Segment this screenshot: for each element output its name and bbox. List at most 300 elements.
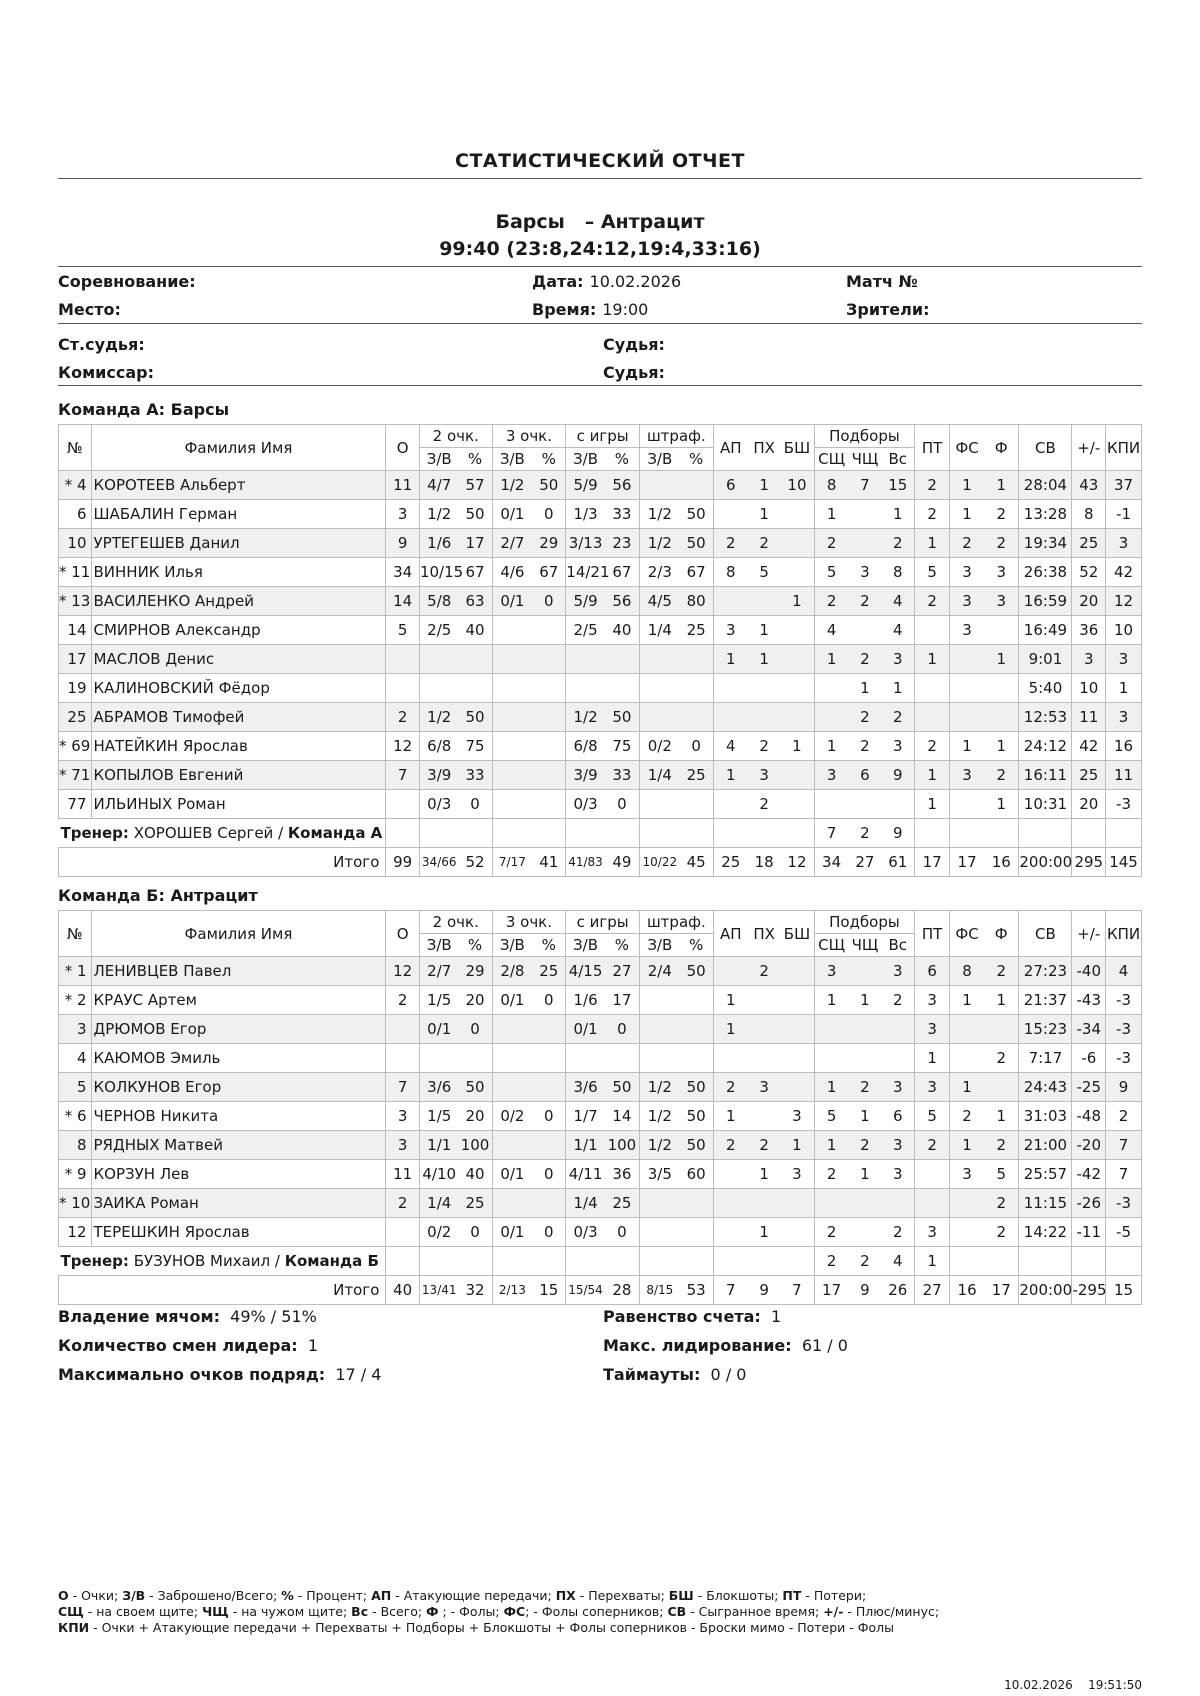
legend-desc: - на чужом щите; [228, 1604, 352, 1619]
cell-three-mv: 0/1 [492, 1160, 532, 1189]
cell-fg-mv: 6/8 [566, 732, 605, 761]
cell-blk [780, 1189, 814, 1218]
cell-pm [1072, 819, 1106, 848]
total-fg-pct: 28 [605, 1276, 640, 1305]
cell-ft-pct: 50 [680, 1102, 714, 1131]
cell-ft-pct: 25 [680, 616, 714, 645]
cell-stl [748, 1189, 781, 1218]
cell-min: 19:34 [1019, 529, 1072, 558]
cell-to: 1 [915, 529, 950, 558]
cell-fd [949, 790, 984, 819]
col-header-points: О [386, 911, 420, 957]
cell-fd: 1 [949, 471, 984, 500]
col-header-three-pt: 3 очк. [492, 911, 566, 934]
col-header-turnovers: ПТ [915, 425, 950, 471]
col-header-percent: % [680, 934, 714, 957]
cell-dreb: 5 [814, 558, 849, 587]
cell-two-pct: 17 [458, 529, 492, 558]
cell-two-pct: 0 [458, 1015, 492, 1044]
cell-no: 77 [59, 790, 92, 819]
col-header-no: № [59, 425, 92, 471]
player-row [59, 558, 1142, 587]
cell-pm [1072, 1247, 1106, 1276]
cell-two-mv: 2/5 [419, 616, 458, 645]
cell-fd: 1 [949, 1131, 984, 1160]
cell-fg-pct: 50 [605, 1073, 640, 1102]
cell-three-mv: 0/1 [492, 986, 532, 1015]
player-row [59, 1102, 1142, 1131]
time-field: Время: 19:00 [532, 300, 649, 319]
cell-pf [984, 1073, 1019, 1102]
total-ft-mv: 10/22 [640, 848, 680, 877]
cell-min: 11:15 [1019, 1189, 1072, 1218]
cell-pm: 42 [1072, 732, 1106, 761]
cell-three-mv: 2/7 [492, 529, 532, 558]
cell-oreb: 2 [849, 645, 882, 674]
player-row [59, 703, 1142, 732]
player-row [59, 1044, 1142, 1073]
cell-blk [780, 761, 814, 790]
cell-blk [780, 790, 814, 819]
total-blk: 7 [780, 1276, 814, 1305]
cell-stl [748, 986, 781, 1015]
coach-team: Команда А [287, 824, 383, 842]
cell-ft-mv: 1/2 [640, 1102, 680, 1131]
cell-oreb: 2 [849, 1247, 882, 1276]
cell-fg-pct: 67 [605, 558, 640, 587]
cell-treb [881, 1015, 915, 1044]
cell-name: ЗАИКА Роман [91, 1189, 386, 1218]
cell-two-pct: 40 [458, 1160, 492, 1189]
cell-fd: 2 [949, 1102, 984, 1131]
cell-to: 1 [915, 790, 950, 819]
col-header-percent: % [605, 448, 640, 471]
cell-two-mv: 3/6 [419, 1073, 458, 1102]
cell-stl [748, 587, 781, 616]
col-header-plus-minus: +/- [1072, 911, 1106, 957]
cell-to [915, 1160, 950, 1189]
cell-ft-mv [640, 790, 680, 819]
cell-oreb [849, 1218, 882, 1247]
cell-no: 4 [59, 1044, 92, 1073]
cell-three-mv [492, 1247, 532, 1276]
cell-name: КОРЗУН Лев [91, 1160, 386, 1189]
cell-stl: 3 [748, 761, 781, 790]
col-header-fouls-drawn: ФС [949, 911, 984, 957]
cell-three-pct [532, 1015, 566, 1044]
total-two-pct: 52 [458, 848, 492, 877]
cell-ft-pct [680, 645, 714, 674]
team-b-stats-table [58, 910, 1142, 1305]
cell-fd: 3 [949, 616, 984, 645]
legend-abbr: БШ [668, 1588, 694, 1603]
cell-ft-mv: 1/2 [640, 500, 680, 529]
max-lead-stat: Макс. лидирование: 61 / 0 [603, 1336, 848, 1355]
col-header-rebounds: Подборы [814, 911, 915, 934]
col-header-percent: % [605, 934, 640, 957]
cell-two-mv: 1/2 [419, 500, 458, 529]
cell-stl: 3 [748, 1073, 781, 1102]
cell-oreb [849, 1189, 882, 1218]
cell-three-mv [492, 1044, 532, 1073]
cell-eff: 10 [1106, 616, 1142, 645]
cell-three-pct [532, 1189, 566, 1218]
cell-two-pct [458, 645, 492, 674]
cell-eff: -1 [1106, 500, 1142, 529]
cell-to: 2 [915, 471, 950, 500]
cell-two-pct: 40 [458, 616, 492, 645]
cell-eff: 3 [1106, 529, 1142, 558]
cell-pm: -25 [1072, 1073, 1106, 1102]
total-dreb: 17 [814, 1276, 849, 1305]
cell-fg-mv [566, 1247, 605, 1276]
cell-eff [1106, 819, 1142, 848]
cell-ft-mv: 3/5 [640, 1160, 680, 1189]
cell-eff: 1 [1106, 674, 1142, 703]
cell-two-pct: 0 [458, 1218, 492, 1247]
cell-fd: 1 [949, 986, 984, 1015]
cell-fg-pct: 100 [605, 1131, 640, 1160]
legend-abbr: СЩ [58, 1604, 84, 1619]
cell-ast [713, 790, 748, 819]
cell-no: * 1 [59, 957, 92, 986]
cell-dreb [814, 1044, 849, 1073]
cell-no: * 9 [59, 1160, 92, 1189]
cell-two-mv [419, 1044, 458, 1073]
cell-fg-mv [566, 819, 605, 848]
cell-pts: 11 [386, 471, 420, 500]
cell-three-pct: 25 [532, 957, 566, 986]
col-header-minutes: СВ [1019, 911, 1072, 957]
cell-pm: -43 [1072, 986, 1106, 1015]
legend-abbr: О [58, 1588, 69, 1603]
cell-two-pct: 57 [458, 471, 492, 500]
cell-oreb: 1 [849, 1102, 882, 1131]
cell-pm: 25 [1072, 529, 1106, 558]
cell-blk [780, 1015, 814, 1044]
cell-no: 17 [59, 645, 92, 674]
cell-name: ТЕРЕШКИН Ярослав [91, 1218, 386, 1247]
legend-desc: - Потери; [801, 1588, 867, 1603]
cell-min: 24:43 [1019, 1073, 1072, 1102]
col-header-made-attempted: З/В [492, 934, 532, 957]
cell-treb: 4 [881, 587, 915, 616]
cell-stl: 1 [748, 1160, 781, 1189]
cell-eff: 3 [1106, 703, 1142, 732]
cell-to: 2 [915, 500, 950, 529]
cell-pm: -40 [1072, 957, 1106, 986]
total-ast: 25 [713, 848, 748, 877]
cell-dreb: 1 [814, 500, 849, 529]
cell-pm: 20 [1072, 587, 1106, 616]
total-ft-pct: 45 [680, 848, 714, 877]
col-header-no: № [59, 911, 92, 957]
legend-desc: - Процент; [293, 1588, 372, 1603]
legend-abbr: Ф [426, 1604, 439, 1619]
cell-no: 5 [59, 1073, 92, 1102]
total-fd: 16 [949, 1276, 984, 1305]
cell-eff: 7 [1106, 1131, 1142, 1160]
cell-three-mv [492, 1015, 532, 1044]
cell-ft-mv: 2/3 [640, 558, 680, 587]
total-pts: 99 [386, 848, 420, 877]
cell-two-pct [458, 674, 492, 703]
cell-three-pct [532, 1247, 566, 1276]
cell-two-pct: 33 [458, 761, 492, 790]
cell-to [915, 819, 950, 848]
cell-eff: -3 [1106, 1189, 1142, 1218]
cell-eff: 4 [1106, 957, 1142, 986]
cell-ft-pct [680, 1015, 714, 1044]
cell-pm: 3 [1072, 645, 1106, 674]
cell-two-pct: 50 [458, 703, 492, 732]
cell-fg-pct: 0 [605, 1015, 640, 1044]
player-row [59, 761, 1142, 790]
cell-no: * 4 [59, 471, 92, 500]
cell-treb [881, 1044, 915, 1073]
cell-treb: 2 [881, 529, 915, 558]
cell-ft-mv: 1/4 [640, 616, 680, 645]
cell-three-mv [492, 1131, 532, 1160]
cell-oreb: 1 [849, 1160, 882, 1189]
player-row [59, 1073, 1142, 1102]
cell-two-pct [458, 819, 492, 848]
legend-desc: - Очки + Атакующие передачи + Перехваты + Подборы + Блокшоты + Фолы соперников - Броски мимо - Потери - Фолы [89, 1620, 895, 1635]
cell-to: 6 [915, 957, 950, 986]
cell-two-mv: 10/15 [419, 558, 458, 587]
total-eff: 15 [1106, 1276, 1142, 1305]
total-fg-mv: 41/83 [566, 848, 605, 877]
ties-stat: Равенство счета: 1 [603, 1307, 782, 1326]
referee-field: Судья: [603, 363, 665, 382]
cell-oreb: 1 [849, 986, 882, 1015]
cell-treb: 3 [881, 1131, 915, 1160]
total-to: 17 [915, 848, 950, 877]
cell-ft-pct: 50 [680, 1073, 714, 1102]
place-field: Место: [58, 300, 121, 319]
cell-oreb: 2 [849, 819, 882, 848]
cell-name: ВАСИЛЕНКО Андрей [91, 587, 386, 616]
cell-stl [748, 1044, 781, 1073]
col-header-blocks: БШ [780, 425, 814, 471]
cell-no: 10 [59, 529, 92, 558]
cell-no: 3 [59, 1015, 92, 1044]
cell-ft-mv: 1/4 [640, 761, 680, 790]
cell-stl: 1 [748, 500, 781, 529]
legend-line [58, 1604, 939, 1620]
cell-blk: 1 [780, 1131, 814, 1160]
cell-blk [780, 558, 814, 587]
cell-fg-mv: 3/6 [566, 1073, 605, 1102]
cell-eff: -3 [1106, 1044, 1142, 1073]
cell-two-mv: 2/7 [419, 957, 458, 986]
cell-pf: 2 [984, 1044, 1019, 1073]
cell-fd: 1 [949, 732, 984, 761]
cell-fd: 3 [949, 1160, 984, 1189]
total-three-mv: 2/13 [492, 1276, 532, 1305]
cell-fd: 8 [949, 957, 984, 986]
match-teams [58, 211, 1142, 233]
cell-oreb: 1 [849, 674, 882, 703]
cell-eff: -5 [1106, 1218, 1142, 1247]
cell-pm: 36 [1072, 616, 1106, 645]
col-header-made-attempted: З/В [492, 448, 532, 471]
team-b-name: Антрацит [600, 211, 705, 233]
cell-ft-pct [680, 819, 714, 848]
cell-blk [780, 703, 814, 732]
col-header-name: Фамилия Имя [91, 911, 386, 957]
cell-pm: 11 [1072, 703, 1106, 732]
cell-min: 15:23 [1019, 1015, 1072, 1044]
cell-dreb [814, 1015, 849, 1044]
cell-name: КОПЫЛОВ Евгений [91, 761, 386, 790]
cell-three-pct [532, 1073, 566, 1102]
cell-pts [386, 1044, 420, 1073]
col-header-steals: ПХ [748, 425, 781, 471]
cell-no: * 69 [59, 732, 92, 761]
cell-ast: 1 [713, 1102, 748, 1131]
cell-two-mv: 4/7 [419, 471, 458, 500]
cell-ast: 1 [713, 645, 748, 674]
cell-stl [748, 819, 781, 848]
cell-ft-pct: 50 [680, 500, 714, 529]
player-row [59, 1160, 1142, 1189]
legend-abbr: +/- [823, 1604, 844, 1619]
cell-min: 21:00 [1019, 1131, 1072, 1160]
cell-ast: 8 [713, 558, 748, 587]
cell-ast: 1 [713, 761, 748, 790]
cell-min: 9:01 [1019, 645, 1072, 674]
legend-desc: - на своем щите; [83, 1604, 203, 1619]
cell-pts: 3 [386, 500, 420, 529]
cell-ft-pct [680, 1218, 714, 1247]
cell-two-pct: 75 [458, 732, 492, 761]
cell-stl: 1 [748, 471, 781, 500]
coach-label: Тренер: [60, 1252, 129, 1270]
cell-two-pct: 0 [458, 790, 492, 819]
cell-no: 12 [59, 1218, 92, 1247]
cell-pts: 7 [386, 1073, 420, 1102]
cell-dreb: 4 [814, 616, 849, 645]
cell-two-mv [419, 645, 458, 674]
cell-min: 16:49 [1019, 616, 1072, 645]
col-header-plus-minus: +/- [1072, 425, 1106, 471]
col-header-total-rebounds: Вс [881, 934, 915, 957]
cell-no: 19 [59, 674, 92, 703]
cell-three-pct [532, 1044, 566, 1073]
cell-three-mv [492, 645, 532, 674]
cell-dreb: 2 [814, 1160, 849, 1189]
cell-fd [949, 1044, 984, 1073]
cell-dreb: 3 [814, 957, 849, 986]
col-header-three-pt: 3 очк. [492, 425, 566, 448]
player-row [59, 790, 1142, 819]
col-header-free-throws: штраф. [640, 911, 714, 934]
legend-abbr: З/В [122, 1588, 146, 1603]
cell-blk [780, 674, 814, 703]
cell-pf: 2 [984, 761, 1019, 790]
cell-pts [386, 819, 420, 848]
total-two-pct: 32 [458, 1276, 492, 1305]
cell-ft-pct: 50 [680, 957, 714, 986]
cell-two-pct: 20 [458, 986, 492, 1015]
totals-label: Итого [59, 848, 386, 877]
cell-fg-mv: 0/3 [566, 1218, 605, 1247]
cell-stl [748, 703, 781, 732]
legend-line [58, 1588, 939, 1604]
cell-blk [780, 819, 814, 848]
col-header-minutes: СВ [1019, 425, 1072, 471]
legend-desc: - Плюс/минус; [843, 1604, 940, 1619]
total-stl: 9 [748, 1276, 781, 1305]
cell-pm: -34 [1072, 1015, 1106, 1044]
cell-ast [713, 703, 748, 732]
cell-pts [386, 1218, 420, 1247]
cell-ast: 2 [713, 1073, 748, 1102]
cell-fg-pct: 33 [605, 500, 640, 529]
cell-stl [748, 1247, 781, 1276]
cell-name: МАСЛОВ Денис [91, 645, 386, 674]
cell-three-mv [492, 1073, 532, 1102]
cell-min: 27:23 [1019, 957, 1072, 986]
cell-fg-pct: 50 [605, 703, 640, 732]
report-title: СТАТИСТИЧЕСКИЙ ОТЧЕТ [455, 150, 745, 172]
cell-ft-mv [640, 1044, 680, 1073]
cell-fg-mv: 5/9 [566, 587, 605, 616]
cell-ast [713, 1160, 748, 1189]
player-row [59, 1218, 1142, 1247]
total-fd: 17 [949, 848, 984, 877]
legend-abbr: КПИ [58, 1620, 90, 1635]
col-header-percent: % [458, 448, 492, 471]
cell-eff: 16 [1106, 732, 1142, 761]
cell-fg-pct: 0 [605, 1218, 640, 1247]
cell-treb: 3 [881, 1073, 915, 1102]
cell-name: АБРАМОВ Тимофей [91, 703, 386, 732]
legend-abbr: % [281, 1588, 294, 1603]
cell-no: 6 [59, 500, 92, 529]
cell-min: 16:11 [1019, 761, 1072, 790]
cell-pts [386, 1015, 420, 1044]
player-row [59, 645, 1142, 674]
cell-three-mv: 0/1 [492, 1218, 532, 1247]
cell-pts [386, 1247, 420, 1276]
cell-three-pct [532, 703, 566, 732]
cell-blk [780, 1073, 814, 1102]
cell-stl [748, 1015, 781, 1044]
legend-abbr: ЧЩ [202, 1604, 229, 1619]
col-header-made-attempted: З/В [419, 934, 458, 957]
cell-oreb [849, 616, 882, 645]
cell-fd [949, 819, 984, 848]
cell-fg-mv: 1/1 [566, 1131, 605, 1160]
cell-pts: 3 [386, 1102, 420, 1131]
cell-min: 31:03 [1019, 1102, 1072, 1131]
cell-three-pct: 29 [532, 529, 566, 558]
cell-fg-mv: 0/1 [566, 1015, 605, 1044]
cell-fg-mv: 5/9 [566, 471, 605, 500]
chief-referee-field: Ст.судья: [58, 335, 145, 354]
cell-name: ШАБАЛИН Герман [91, 500, 386, 529]
divider [58, 323, 1142, 324]
cell-blk [780, 645, 814, 674]
cell-ft-mv [640, 703, 680, 732]
cell-pm: 25 [1072, 761, 1106, 790]
col-header-assists: АП [713, 425, 748, 471]
cell-treb: 15 [881, 471, 915, 500]
team-a-heading: Команда А: Барсы [58, 400, 230, 419]
cell-blk [780, 616, 814, 645]
